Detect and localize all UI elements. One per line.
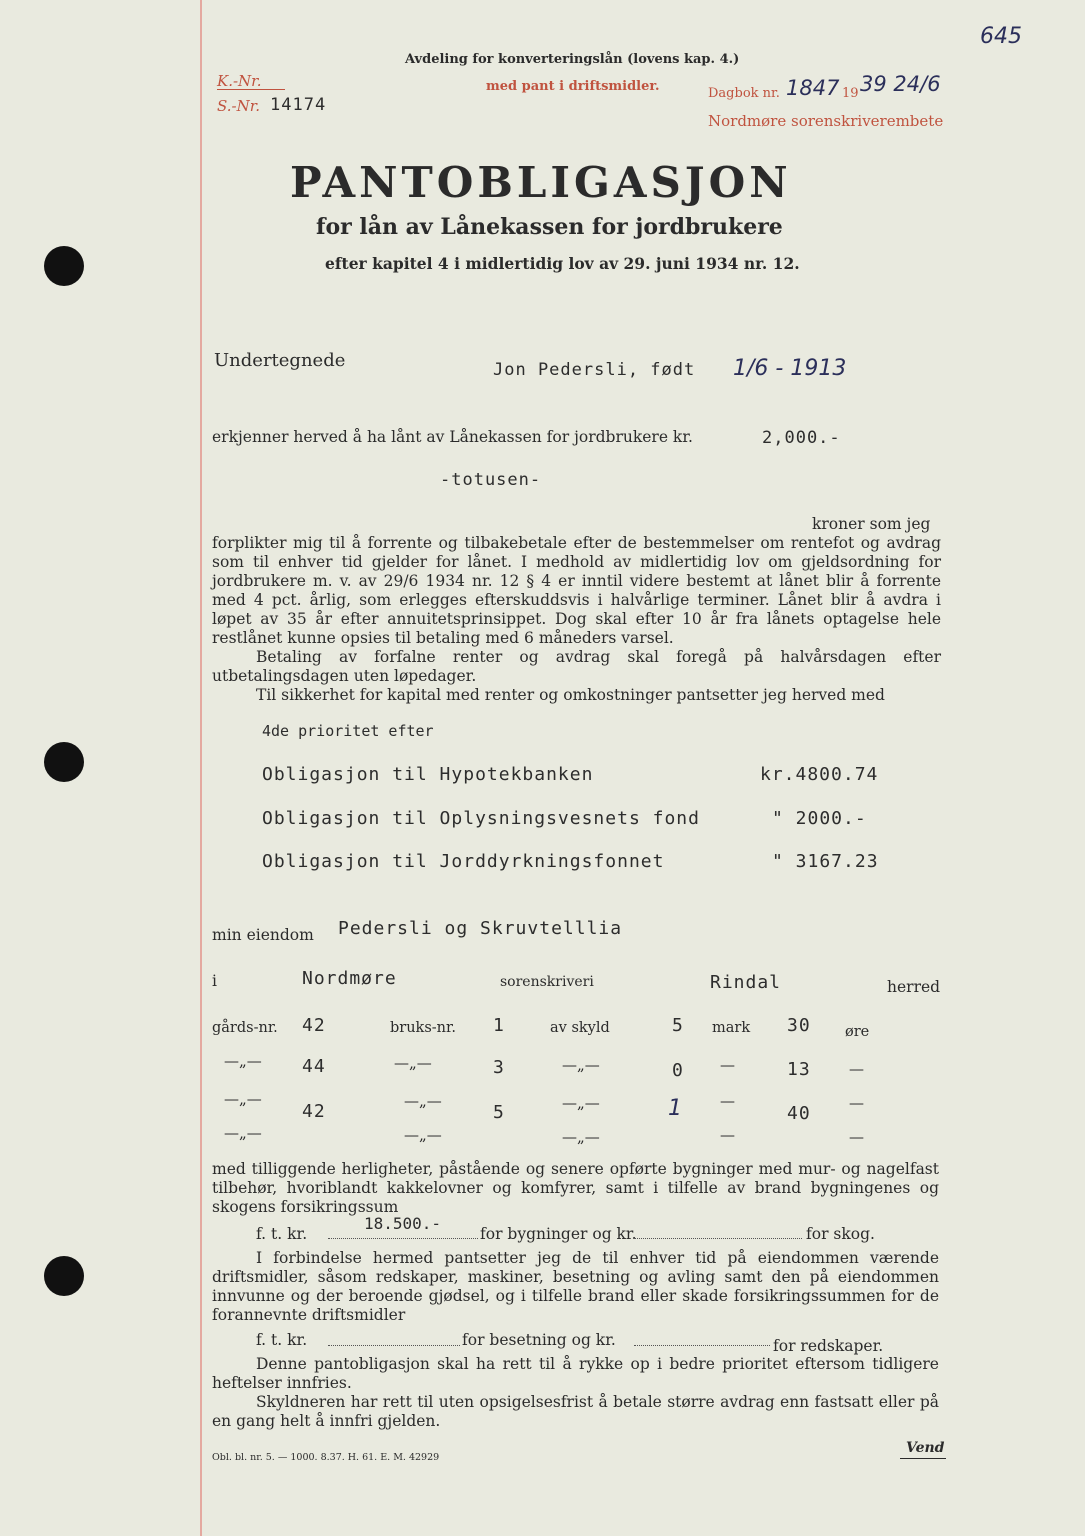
row-2-ore-dash: — xyxy=(849,1060,864,1078)
terms-paragraph-2: Betaling av forfalne renter og avdrag skal foregå på halvårsdagen efter utbetalingsdagen uten løpedager. xyxy=(212,648,941,685)
municipality-label: herred xyxy=(887,978,941,996)
debtor-birth: 1/6 - 1913 xyxy=(733,356,847,381)
in-label: i xyxy=(212,972,217,990)
municipality-name: Rindal xyxy=(710,972,782,993)
row-2-mark-dash: — xyxy=(720,1056,735,1074)
row-1-gards: 42 xyxy=(302,1015,326,1036)
row-3-mark-dash: — xyxy=(720,1092,735,1110)
k-nr-underline xyxy=(217,89,285,90)
bruks-label: bruks-nr. xyxy=(390,1020,456,1036)
s-nr-label: S.-Nr. xyxy=(217,97,260,115)
row-3-bruks: 5 xyxy=(493,1102,505,1123)
row-4-skyld-ditto: —„— xyxy=(562,1128,600,1146)
gards-label: gårds-nr. xyxy=(212,1020,278,1036)
row-3-gards: 42 xyxy=(302,1101,326,1122)
dagbok-date: 39 24/6 xyxy=(860,72,941,96)
priority-item-3-name: Obligasjon til Jorddyrkningsfonnet xyxy=(262,851,665,872)
closing-paragraphs xyxy=(212,1355,939,1431)
appurtenances-paragraph: med tilliggende herligheter, påstående og senere opførte bygninger med mur- og nagelfast tilbehør, hvoriblandt kakkelovner og komfyrer, samt i tilfelle av brand bygningenes og skogens forsikringssum xyxy=(212,1160,939,1216)
equipment-livestock-dots xyxy=(328,1345,460,1346)
office-stamp: Nordmøre sorenskriverembete xyxy=(708,112,944,130)
terms-paragraph-3: Til sikkerhet for kapital med renter og omkostninger pantsetter jeg herved med xyxy=(256,686,885,704)
priority-item-1-name: Obligasjon til Hypotekbanken xyxy=(262,764,594,785)
row-1-bruks: 1 xyxy=(493,1015,505,1036)
kroner-label: kroner som jeg xyxy=(812,515,931,533)
row-3-gards-ditto: —„— xyxy=(224,1090,262,1108)
row-4-mark-dash: — xyxy=(720,1126,735,1144)
district-name: Nordmøre xyxy=(302,968,397,989)
priority-item-2-amount: " 2000.- xyxy=(772,808,867,829)
property-name: Pedersli og Skruvtelllia xyxy=(338,918,623,939)
closing-paragraph-1: Denne pantobligasjon skal ha rett til å rykke op i bedre prioritet eftersom tidligere heftelser innfries. xyxy=(212,1355,939,1392)
insurance-buildings-label: for bygninger og kr. xyxy=(480,1225,637,1243)
insurance-forest-dots xyxy=(634,1238,802,1239)
insurance-buildings-dots xyxy=(328,1238,478,1239)
debtor-name: Jon Pedersli, født xyxy=(493,360,696,380)
loan-amount-words: -totusen- xyxy=(440,470,542,490)
equipment-tools-label: for redskaper. xyxy=(773,1337,884,1355)
priority-item-2-name: Obligasjon til Oplysningsvesnets fond xyxy=(262,808,700,829)
row-4-bruks-ditto: —„— xyxy=(404,1126,442,1144)
dagbok-number: 1847 xyxy=(786,76,840,100)
priority-item-1-amount: kr.4800.74 xyxy=(760,764,879,785)
loan-amount: 2,000.- xyxy=(762,428,841,448)
s-nr-value: 14174 xyxy=(270,95,327,115)
document-title: PANTOBLIGASJON xyxy=(290,158,792,207)
row-4-ore-dash: — xyxy=(849,1128,864,1146)
dagbok-year-prefix: 19 xyxy=(842,86,859,101)
row-2-gards: 44 xyxy=(302,1056,326,1077)
district-label: sorenskriveri xyxy=(500,974,594,990)
margin-line xyxy=(200,0,202,1536)
row-3-mark-value: 1 xyxy=(668,1096,682,1121)
form-info: Obl. bl. nr. 5. — 1000. 8.37. H. 61. E. M. 42929 xyxy=(212,1452,440,1463)
skyld-label: av skyld xyxy=(550,1020,610,1036)
row-2-mark-value: 0 xyxy=(672,1060,684,1081)
mark-label: mark xyxy=(712,1020,751,1036)
equipment-prefix: f. t. kr. xyxy=(256,1331,308,1349)
pledge-line: med pant i driftsmidler. xyxy=(486,79,660,94)
priority-item-3-amount: " 3167.23 xyxy=(772,851,879,872)
turn-over-underline xyxy=(900,1458,946,1459)
row-1-ore: 30 xyxy=(787,1015,811,1036)
equipment-livestock-label: for besetning og kr. xyxy=(462,1331,616,1349)
row-3-bruks-ditto: —„— xyxy=(404,1092,442,1110)
closing-paragraph-2: Skyldneren har rett til uten opsigelsesfrist å betale større avdrag enn fastsatt eller på en gang helt å innfri gjelden. xyxy=(212,1393,939,1430)
dagbok-label: Dagbok nr. xyxy=(708,86,780,101)
equipment-paragraph: I forbindelse hermed pantsetter jeg de til enhver tid på eiendommen værende driftsmidler, såsom redskaper, maskiner, besetning og avling samt den på eiendommen innvunne og der beroende gjødsel, og i tilfelle brand eller skade forsikringssummen for de forannevnte driftsmidler xyxy=(212,1249,939,1324)
terms-paragraph-1: forplikter mig til å forrente og tilbakebetale efter de bestemmelser om rentefot og avdrag som til enhver tid gjelder for lånet. I medhold av midlertidig lov om gjeldsordning for jordbrukere m. v. av 29/6 1934 nr. 12 § 4 er inntil videre bestemt at lånet blir å forrente med 4 pct. årlig, som erlegges efterskuddsvis i halvårlige terminer. Lånet blir å avdra i løpet av 35 år efter annuitetsprinsippet. Dog skal efter 10 år fra lånets optagelse hele restlånet kunne opsies til betaling med 6 måneders varsel. xyxy=(212,534,941,647)
turn-over-label: Vend xyxy=(906,1440,945,1456)
page-number: 645 xyxy=(980,24,1022,49)
row-2-bruks-ditto: —„— xyxy=(394,1054,432,1072)
property-label: min eiendom xyxy=(212,926,314,944)
insurance-buildings-value: 18.500.- xyxy=(364,1214,442,1233)
punch-hole-bottom xyxy=(44,1256,84,1296)
row-3-ore-dash: — xyxy=(849,1094,864,1112)
equipment-tools-dots xyxy=(634,1345,770,1346)
row-2-ore: 13 xyxy=(787,1059,811,1080)
department-heading: Avdeling for konverteringslån (lovens kap. 4.) xyxy=(405,52,740,67)
punch-hole-top xyxy=(44,246,84,286)
insurance-prefix: f. t. kr. xyxy=(256,1225,308,1243)
punch-hole-middle xyxy=(44,742,84,782)
priority-label: 4de prioritet efter xyxy=(262,722,434,740)
row-3-ore: 40 xyxy=(787,1103,811,1124)
terms-paragraphs xyxy=(212,534,941,705)
document-subtitle: for lån av Lånekassen for jordbrukere xyxy=(316,214,783,240)
row-1-mark-value: 5 xyxy=(672,1015,684,1036)
row-4-gards-ditto: —„— xyxy=(224,1124,262,1142)
row-2-skyld-ditto: —„— xyxy=(562,1056,600,1074)
loan-acknowledgement: erkjenner herved å ha lånt av Lånekassen for jordbrukere kr. xyxy=(212,428,693,446)
insurance-forest-label: for skog. xyxy=(806,1225,875,1243)
law-reference: efter kapitel 4 i midlertidig lov av 29. juni 1934 nr. 12. xyxy=(325,254,800,273)
ore-label: øre xyxy=(845,1024,870,1040)
row-2-bruks: 3 xyxy=(493,1057,505,1078)
undersigned-label: Undertegnede xyxy=(214,350,346,371)
row-2-gards-ditto: —„— xyxy=(224,1052,262,1070)
row-3-skyld-ditto: —„— xyxy=(562,1094,600,1112)
k-nr-label: K.-Nr. xyxy=(217,72,262,90)
